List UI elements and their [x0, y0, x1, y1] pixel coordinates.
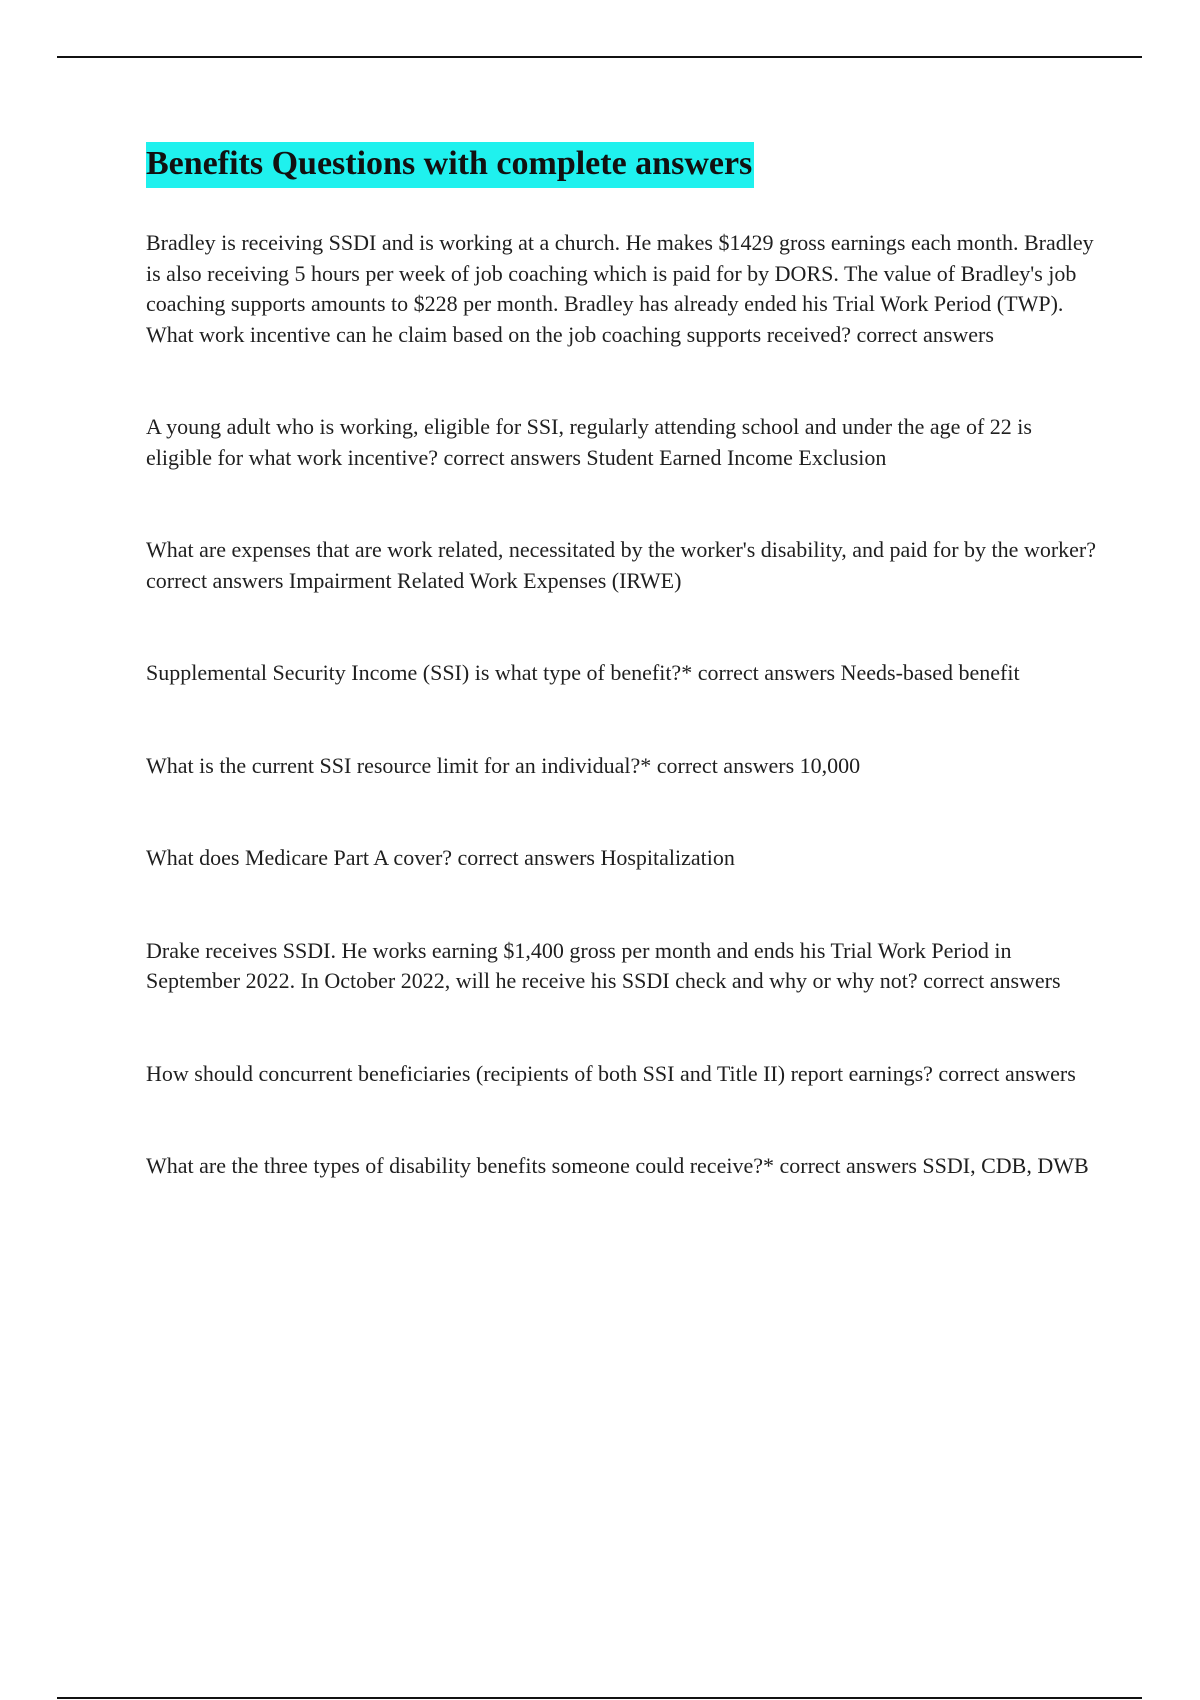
qa-item: What is the current SSI resource limit for an individual?* correct answers 10,000 — [146, 752, 861, 778]
qa-item: What are expenses that are work related, necessitated by the worker's disability, and paid for by the worker? correct answers Impairment Related Work Expenses (IRWE) — [146, 537, 1097, 593]
qa-item: Supplemental Security Income (SSI) is what type of benefit?* correct answers Needs-based benefit — [146, 660, 1020, 685]
document-body — [146, 142, 1096, 1182]
qa-item: Drake receives SSDI. He works earning $1,400 gross per month and ends his Trial Work Period in September 2022. In October 2022, will he receive his SSDI check and why or why not? correct answers — [146, 937, 1061, 993]
top-rule — [57, 56, 1142, 58]
document-title: Benefits Questions with complete answers — [146, 142, 754, 188]
qa-item: What does Medicare Part A cover? correct answers Hospitalization — [146, 845, 735, 870]
qa-list — [146, 228, 1096, 1182]
bottom-rule — [57, 1697, 1142, 1699]
qa-item: What are the three types of disability benefits someone could receive?* correct answers SSDI, CDB, DWB — [146, 1153, 1089, 1178]
qa-item: How should concurrent beneficiaries (recipients of both SSI and Title II) report earnings? correct answers — [146, 1060, 1076, 1086]
qa-item: A young adult who is working, eligible for SSI, regularly attending school and under the age of 22 is eligible for what work incentive? correct answers Student Earned Income Exclusion — [146, 414, 1032, 470]
qa-item: Bradley is receiving SSDI and is working at a church. He makes $1429 gross earnings each month. Bradley is also receiving 5 hours per week of job coaching which is paid for by DORS. The value of Bradley's job coaching supports amounts to $228 per month. Bradley has already ended his Trial Work Period (TWP). What work incentive can he claim based on the job coaching supports received? correct answers — [146, 230, 1094, 347]
